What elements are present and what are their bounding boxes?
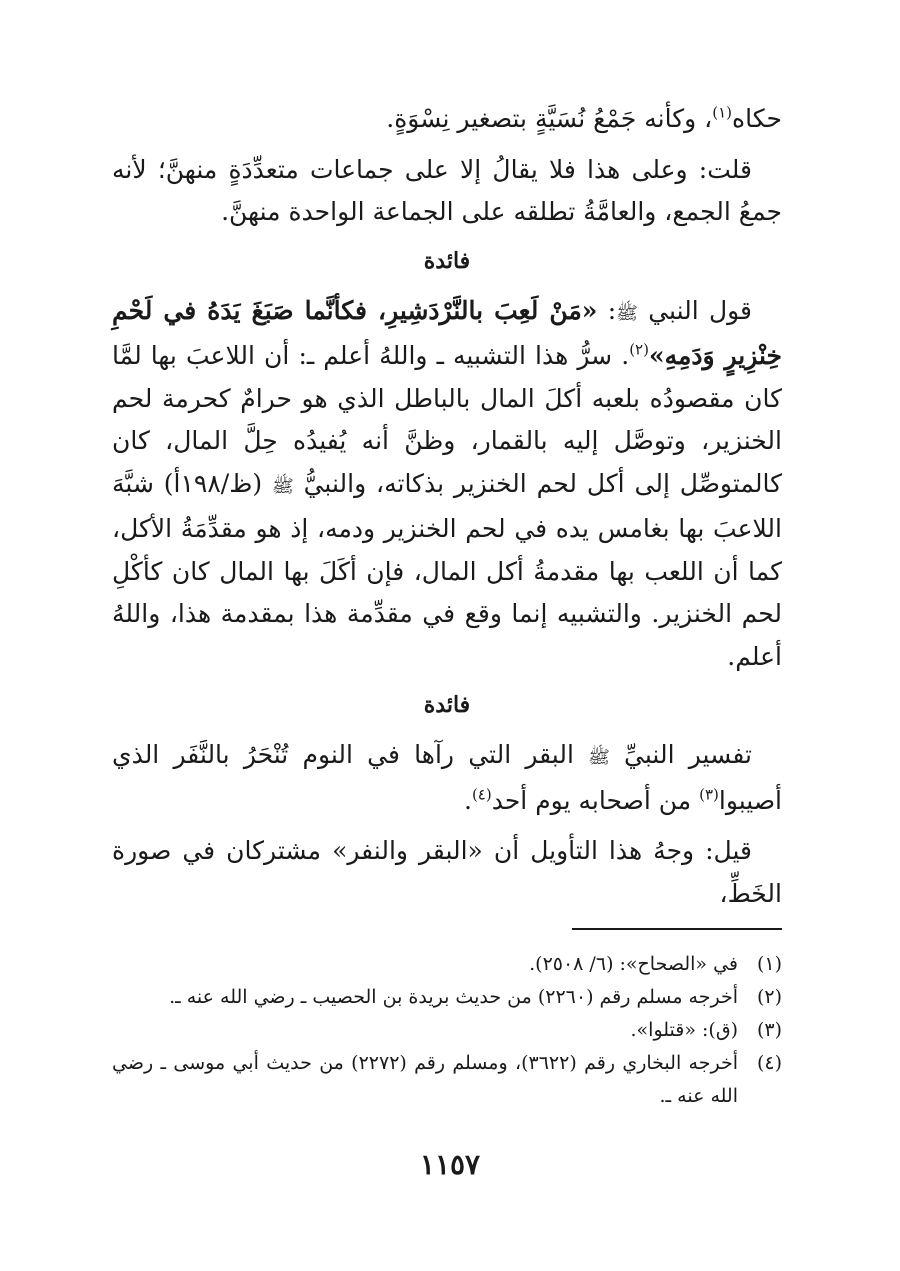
p4-text-a: البقر التي رآها في النوم تُنْحَرُ بالنَّفَر الذي أصيبوا: [112, 740, 782, 815]
paragraph-3: [112, 290, 782, 679]
paragraph-5: قيل: وجهُ هذا التأويل أن «البقر والنفر» مشتركان في صورة الخَطِّ،: [112, 836, 782, 908]
footnote-number: (٣): [756, 1019, 782, 1041]
honorific-icon: ﷺ: [271, 475, 294, 497]
footnote-2: [112, 981, 782, 1014]
p4-lead: تفسير النبيِّ: [624, 740, 752, 769]
p3-colon: :: [597, 295, 617, 325]
footnote-4: [112, 1047, 782, 1113]
page-number: ١١٥٧: [419, 1148, 481, 1181]
footnote-1: [112, 948, 782, 981]
footnote-3: [112, 1014, 782, 1047]
p3-lead: قول النبي: [648, 295, 753, 325]
p4-text-c: .: [463, 785, 472, 815]
p3-rest-2: شبَّهَ اللاعبَ بها بغامس يده في لحم الخنزير ودمه، إذ هو مقدِّمَةُ الأكل، كما أن اللعب بها مقدمةُ أكل المال، فإن أكَلَ بها المال كان كأكْلِ لحم الخنزير. والتشبيه إنما وقع في مقدِّمة هذا بمقدمة هذا، واللهُ أعلم.: [112, 468, 782, 671]
paragraph-1: [112, 98, 782, 141]
footnote-number: (٤): [756, 1052, 782, 1074]
paragraph-2: قلت: وعلى هذا فلا يقالُ إلا على جماعات متعدِّدَةٍ منهنَّ؛ لأنه جمعُ الجمع، والعامَّةُ تطلقه على الجماعة الواحدة منهنَّ.: [112, 154, 782, 226]
footnote-ref-1[interactable]: (١): [712, 103, 733, 122]
hadith-quote: «مَنْ لَعِبَ بالنَّرْدَشِيرِ، فكأنَّما صَبَغَ يَدَهُ في لَحْمِ خِنْزِيرٍ وَدَمِهِ»: [112, 295, 782, 370]
paragraph-4: [112, 734, 782, 822]
section-heading-1: فائدة: [423, 247, 471, 274]
p4-text-b: من أصحابه يوم أحد: [491, 785, 700, 815]
honorific-icon: ﷺ: [588, 747, 610, 768]
footnote-text: أخرجه مسلم رقم (٢٢٦٠) من حديث بريدة بن الحصيب ـ رضي الله عنه ـ.: [169, 986, 738, 1008]
p3-rest-1: . سرُّ هذا التشبيه ـ واللهُ أعلم ـ: أن اللاعبَ بها لمَّا كان مقصودُه بلعبه أكلَ المال بالباطل الذي هو حرامٌ كحرمة لحم الخنزير، وتوصَّل إليه بالقمار، وظنَّ أنه يُفيدُه حِلَّ المال، كان كالمتوصِّل إلى أكل لحم الخنزير بذكاته، والنبيُّ: [112, 341, 782, 498]
footnote-number: (٢): [756, 986, 782, 1008]
footnote-ref-2[interactable]: (٢): [629, 340, 649, 359]
p1-text-a: حكاه: [732, 104, 782, 133]
manuscript-ref: (ظ/١٩٨أ): [153, 468, 272, 498]
honorific-icon: ﷺ: [616, 302, 638, 324]
footnote-divider: [572, 928, 782, 930]
footnote-text: (ق): «قتلوا».: [630, 1019, 738, 1041]
footnote-ref-4[interactable]: (٤): [471, 785, 492, 804]
footnote-ref-3[interactable]: (٣): [699, 785, 719, 804]
main-text: [112, 98, 782, 923]
footnote-text: أخرجه البخاري رقم (٣٦٢٢)، ومسلم رقم (٢٢٧٢) من حديث أبي موسى ـ رضي الله عنه ـ.: [112, 1052, 738, 1107]
footnotes: [112, 948, 782, 1113]
footnote-number: (١): [756, 953, 782, 975]
section-heading-2: فائدة: [423, 692, 471, 718]
p1-text-b: ، وكأنه جَمْعُ نُسَيَّةٍ بتصغير نِسْوَةٍ.: [386, 104, 713, 133]
footnote-text: في «الصحاح»: (٦/ ٢٥٠٨).: [529, 953, 738, 975]
